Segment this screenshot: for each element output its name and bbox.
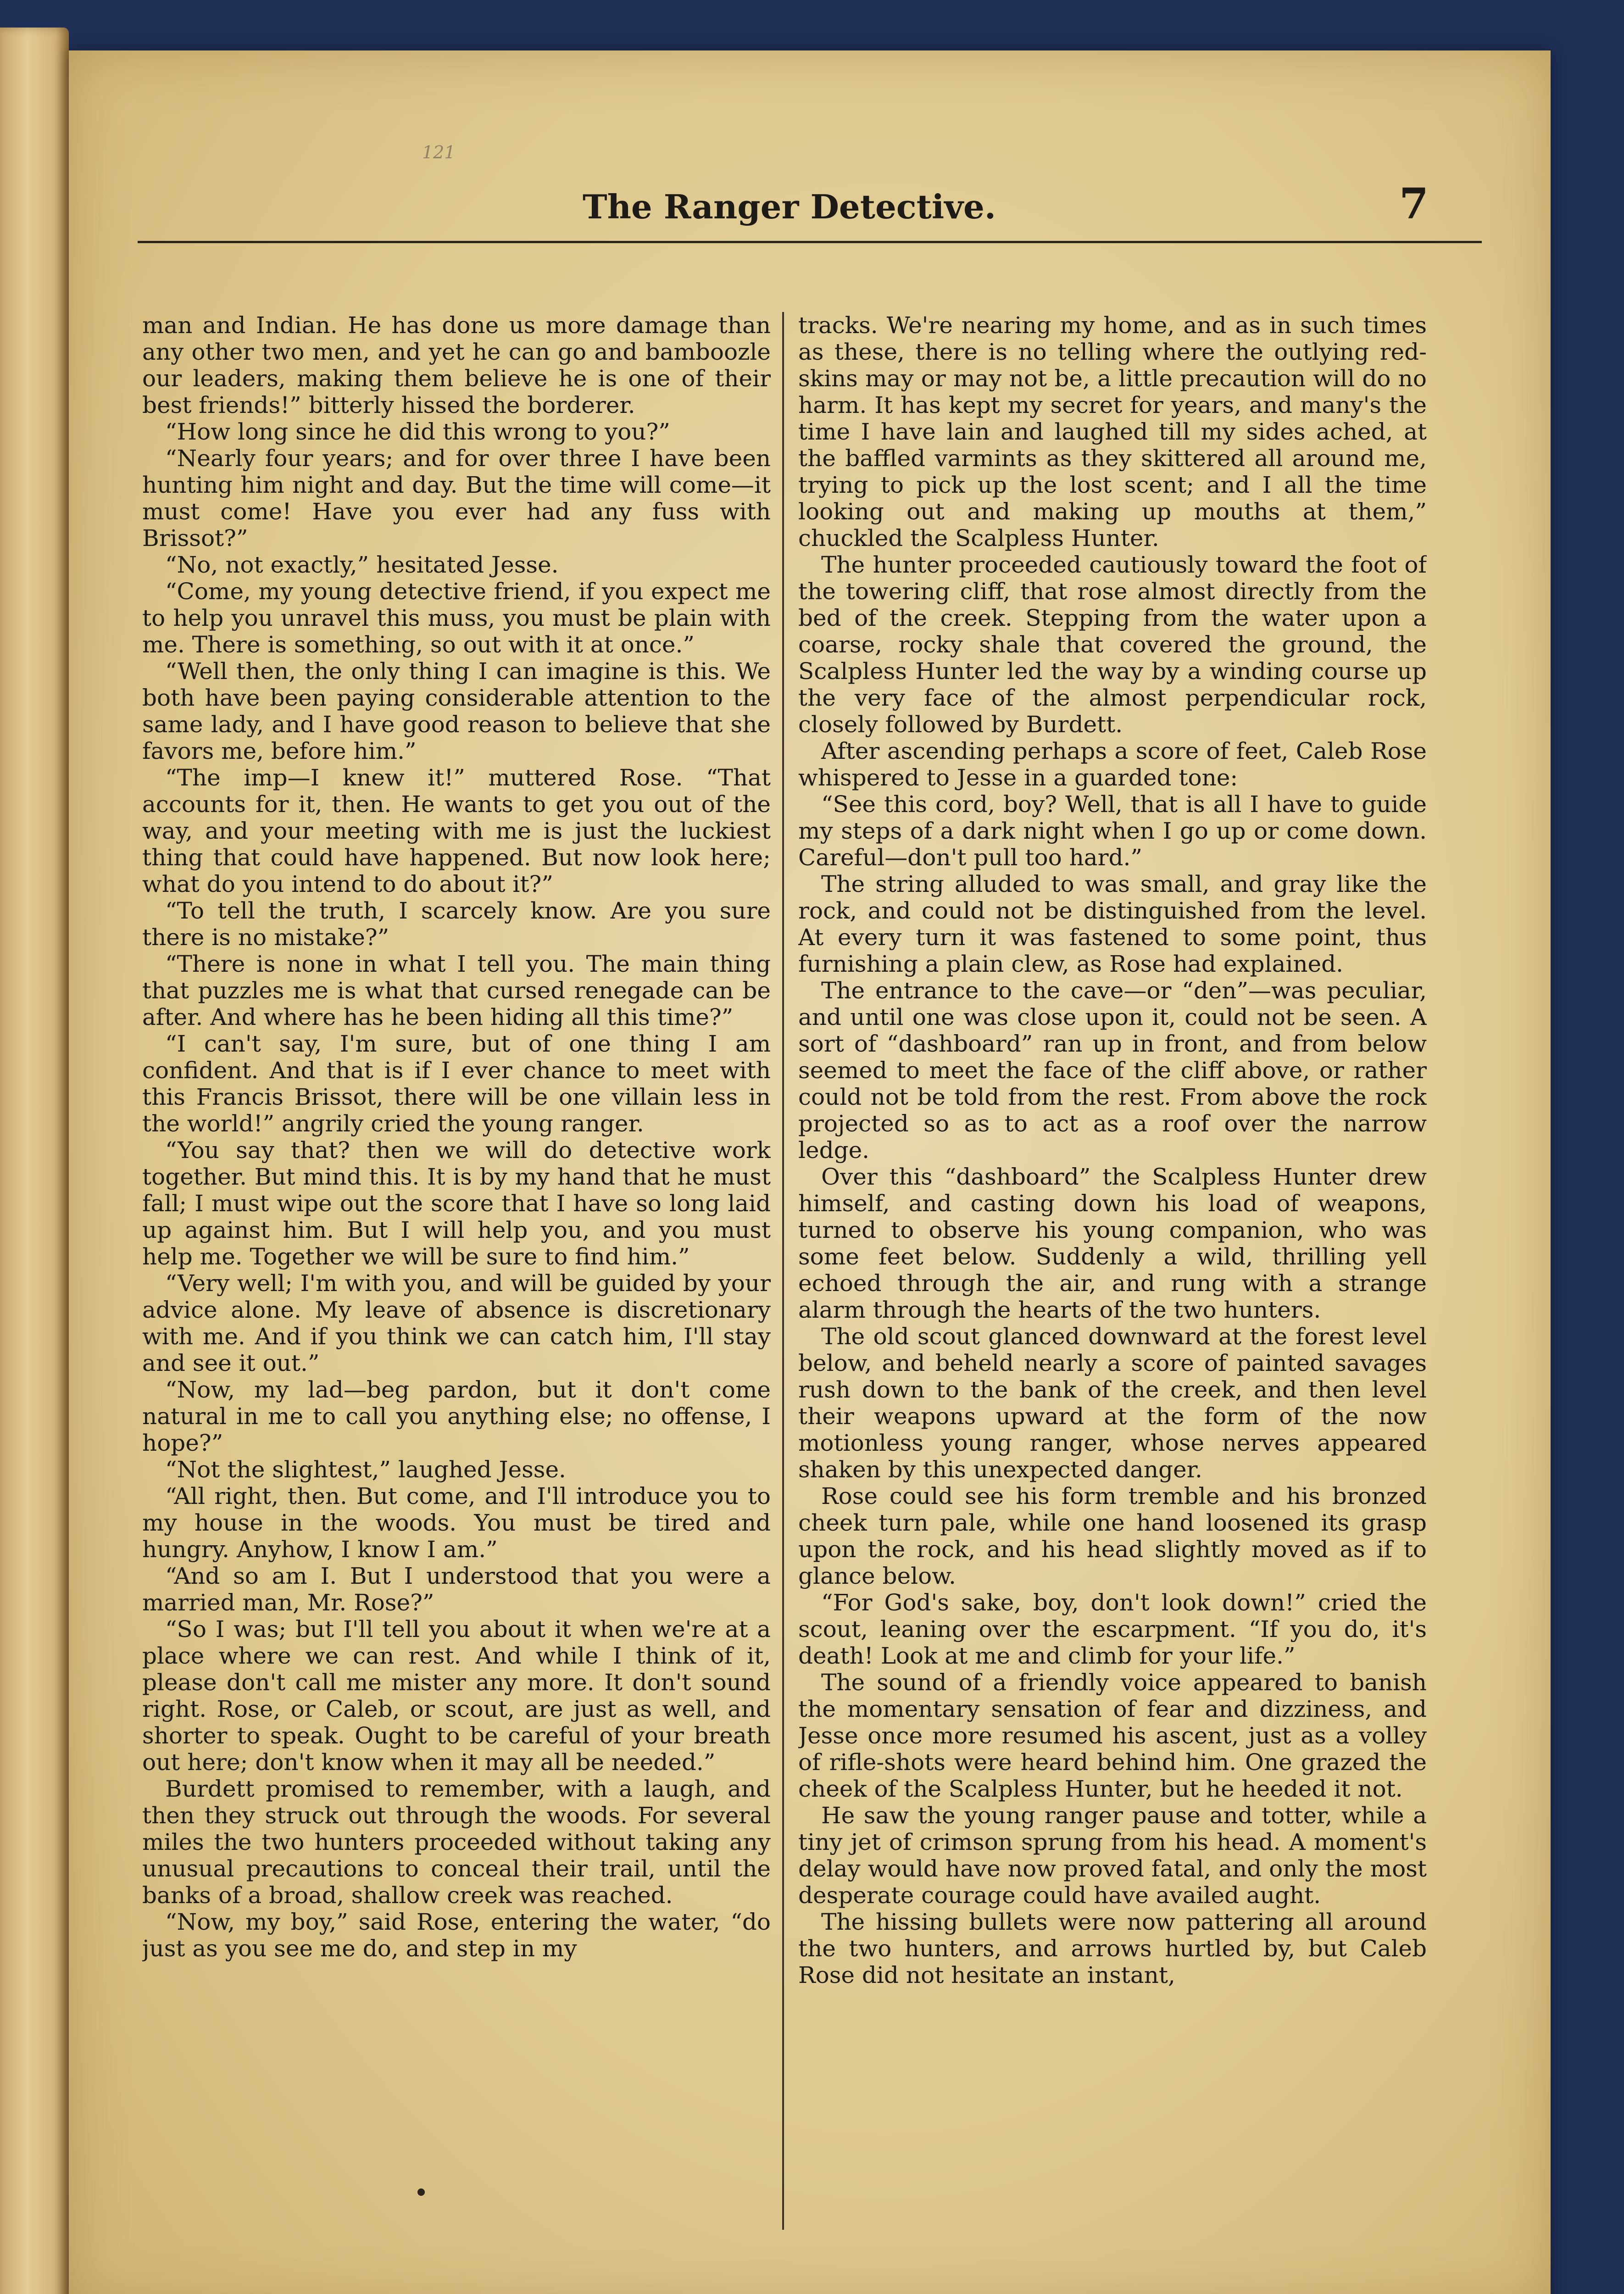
paragraph: Over this “dashboard” the Scalpless Hunter drew himself, and casting down his load of weapons, turned to observe his young companion, who was some feet below. Suddenly a wild, thrilling yell echoed through the air, and rung with a strange alarm through the hearts of the two hunters. [798,1164,1427,1323]
paragraph: “I can't say, I'm sure, but of one thing I am confident. And that is if I ever chance to meet with this Francis Brissot, there will be one villain less in the world!” angrily cried the young ranger. [142,1030,771,1137]
paragraph: He saw the young ranger pause and totter, while a tiny jet of crimson sprung from his head. A moment's delay would have now proved fatal, and only the most desperate courage could have availed aught. [798,1802,1427,1909]
paragraph: “For God's sake, boy, don't look down!” cried the scout, leaning over the escarpment. “If you do, it's death! Look at me and climb for your life.” [798,1589,1427,1669]
paragraph: “Nearly four years; and for over three I have been hunting him night and day. But the time will come—it must come! Have you ever had any fuss with Brissot?” [142,445,771,551]
paragraph: The hunter proceeded cautiously toward the foot of the towering cliff, that rose almost directly from the bed of the creek. Stepping from the water upon a coarse, rocky shale that covered the ground, the Scalpless Hunter led the way by a winding course up the very face of the almost perpendicular rock, closely followed by Burdett. [798,551,1427,738]
column-divider [782,312,784,2230]
right-text-column [798,312,1427,2239]
paragraph: “All right, then. But come, and I'll introduce you to my house in the woods. You must be tired and hungry. Anyhow, I know I am.” [142,1483,771,1563]
paragraph: tracks. We're nearing my home, and as in such times as these, there is no telling where the outlying red-skins may or may not be, a little precaution will do no harm. It has kept my secret for years, and many's the time I have lain and laughed till my sides ached, at the baffled varmints as they skittered all around me, trying to pick up the lost scent; and I all the time looking out and making up mouths at them,” chuckled the Scalpless Hunter. [798,312,1427,551]
header-rule [138,241,1482,243]
magazine-page [69,50,1551,2294]
paragraph: “Very well; I'm with you, and will be guided by your advice alone. My leave of absence is discretionary with me. And if you think we can catch him, I'll stay and see it out.” [142,1270,771,1376]
paragraph: “Not the slightest,” laughed Jesse. [165,1456,566,1483]
paragraph: “No, not exactly,” hesitated Jesse. [165,551,559,578]
paragraph: Rose could see his form tremble and his bronzed cheek turn pale, while one hand loosened its grasp upon the rock, and his head slightly moved as if to glance below. [798,1483,1427,1589]
paragraph: “So I was; but I'll tell you about it when we're at a place where we can rest. And while I think of it, please don't call me mister any more. It don't sound right. Rose, or Caleb, or scout, are just as well, and shorter to speak. Ought to be careful of your breath out here; don't know when it may all be needed.” [142,1616,771,1776]
paragraph: The sound of a friendly voice appeared to banish the momentary sensation of fear and dizziness, and Jesse once more resumed his ascent, just as a volley of rifle-shots were heard behind him. One grazed the cheek of the Scalpless Hunter, but he heeded it not. [798,1669,1427,1802]
page-number: 7 [1399,179,1429,228]
paragraph: “See this cord, boy? Well, that is all I have to guide my steps of a dark night when I go up or come down. Careful—don't pull too hard.” [798,791,1427,871]
paragraph: The hissing bullets were now pattering all around the two hunters, and arrows hurtled by, but Caleb Rose did not hesitate an instant, [798,1909,1427,1988]
margin-scribble: 121 [422,142,456,162]
paragraph: After ascending perhaps a score of feet, Caleb Rose whispered to Jesse in a guarded tone: [798,738,1427,791]
left-text-column [142,312,771,2239]
paragraph: “Now, my lad—beg pardon, but it don't come natural in me to call you anything else; no offense, I hope?” [142,1376,771,1456]
paragraph: man and Indian. He has done us more damage than any other two men, and yet he can go and bamboozle our leaders, making them believe he is one of their best friends!” bitterly hissed the borderer. [142,312,771,418]
paragraph: The string alluded to was small, and gray like the rock, and could not be distinguished from the level. At every turn it was fastened to some point, thus furnishing a plain clew, as Rose had explained. [798,871,1427,977]
paragraph: “The imp—I knew it!” muttered Rose. “That accounts for it, then. He wants to get you out of the way, and your meeting with me is just the luckiest thing that could have happened. But now look here; what do you intend to do about it?” [142,764,771,897]
paragraph: “You say that? then we will do detective work together. But mind this. It is by my hand that he must fall; I must wipe out the score that I have so long laid up against him. But I will help you, and you must help me. Together we will be sure to find him.” [142,1137,771,1270]
paragraph: The old scout glanced downward at the forest level below, and beheld nearly a score of painted savages rush down to the bank of the creek, and then level their weapons upward at the form of the now motionless young ranger, whose nerves appeared shaken by this unexpected danger. [798,1323,1427,1483]
paragraph: “Come, my young detective friend, if you expect me to help you unravel this muss, you must be plain with me. There is something, so out with it at once.” [142,578,771,658]
paragraph: The entrance to the cave—or “den”—was peculiar, and until one was close upon it, could not be seen. A sort of “dashboard” ran up in front, and from below seemed to meet the face of the cliff above, or rather could not be told from the rest. From above the rock projected so as to act as a roof over the narrow ledge. [798,977,1427,1164]
paragraph: “Well then, the only thing I can imagine is this. We both have been paying considerable attention to the same lady, and I have good reason to believe that she favors me, before him.” [142,658,771,764]
paragraph: “There is none in what I tell you. The main thing that puzzles me is what that cursed renegade can be after. And where has he been hiding all this time?” [142,951,771,1030]
paragraph: “To tell the truth, I scarcely know. Are you sure there is no mistake?” [142,897,771,951]
paragraph: Burdett promised to remember, with a laugh, and then they struck out through the woods. For several miles the two hunters proceeded without taking any unusual precautions to conceal their trail, until the banks of a broad, shallow creek was reached. [142,1776,771,1909]
paragraph: “Now, my boy,” said Rose, entering the water, “do just as you see me do, and step in my [142,1909,771,1962]
print-dot [417,2188,425,2196]
paragraph: “And so am I. But I understood that you were a married man, Mr. Rose?” [142,1563,771,1616]
paragraph: “How long since he did this wrong to you?” [165,418,670,445]
running-title: The Ranger Detective. [583,187,996,226]
binding-spine [0,28,69,2294]
